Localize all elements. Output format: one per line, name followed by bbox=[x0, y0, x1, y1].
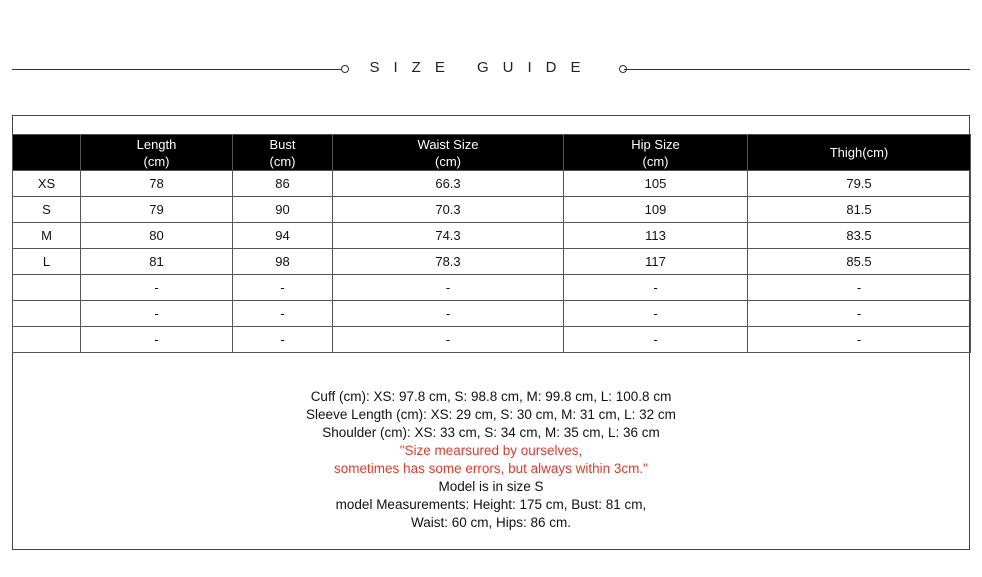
hip-cell: 109 bbox=[564, 197, 748, 223]
thigh-cell: 81.5 bbox=[748, 197, 971, 223]
table-row bbox=[13, 197, 971, 223]
hip-cell: - bbox=[564, 327, 748, 353]
disclaimer-line-1: "Size mearsured by ourselves, bbox=[399, 443, 583, 458]
hip-cell: - bbox=[564, 301, 748, 327]
length-cell: 78 bbox=[81, 171, 233, 197]
size-cell: S bbox=[13, 197, 81, 223]
size-cell bbox=[13, 301, 81, 327]
header-label: Waist Size bbox=[417, 136, 479, 152]
header-cell-size bbox=[13, 135, 81, 171]
title-divider-right bbox=[624, 69, 970, 70]
thigh-cell: - bbox=[748, 275, 971, 301]
size-cell: XS bbox=[13, 171, 81, 197]
header-label: Length bbox=[136, 136, 177, 152]
thigh-cell: 83.5 bbox=[748, 223, 971, 249]
size-cell bbox=[13, 327, 81, 353]
table-row bbox=[13, 275, 971, 301]
header-unit: (cm) bbox=[269, 153, 296, 169]
length-cell: - bbox=[81, 327, 233, 353]
bust-cell: - bbox=[233, 275, 333, 301]
hip-cell: - bbox=[564, 275, 748, 301]
header-cell-length bbox=[81, 135, 233, 171]
hip-cell: 113 bbox=[564, 223, 748, 249]
divider-dot-left bbox=[341, 65, 349, 73]
bust-cell: 86 bbox=[233, 171, 333, 197]
header-cell-waist bbox=[333, 135, 564, 171]
title-divider-left bbox=[12, 69, 342, 70]
waist-cell: 66.3 bbox=[333, 171, 564, 197]
waist-cell: - bbox=[333, 301, 564, 327]
title-row bbox=[12, 56, 970, 82]
header-cell-thigh bbox=[748, 135, 971, 171]
length-cell: - bbox=[81, 301, 233, 327]
waist-cell: 78.3 bbox=[333, 249, 564, 275]
hip-cell: 117 bbox=[564, 249, 748, 275]
header-cell-bust bbox=[233, 135, 333, 171]
bust-cell: 98 bbox=[233, 249, 333, 275]
length-cell: 81 bbox=[81, 249, 233, 275]
model-size-note: Model is in size S bbox=[438, 479, 544, 494]
table-row bbox=[13, 301, 971, 327]
bust-cell: - bbox=[233, 327, 333, 353]
measurement-notes bbox=[12, 388, 970, 532]
header-unit: (cm) bbox=[143, 153, 170, 169]
thigh-cell: - bbox=[748, 327, 971, 353]
sleeve-note: Sleeve Length (cm): XS: 29 cm, S: 30 cm, M: 31 cm, L: 32 cm bbox=[306, 407, 676, 422]
table-row bbox=[13, 223, 971, 249]
page-title: SIZE GUIDE bbox=[369, 59, 595, 76]
table-row bbox=[13, 171, 971, 197]
header-unit: (cm) bbox=[435, 153, 461, 169]
waist-cell: - bbox=[333, 327, 564, 353]
cuff-note: Cuff (cm): XS: 97.8 cm, S: 98.8 cm, M: 99.8 cm, L: 100.8 cm bbox=[310, 389, 672, 404]
shoulder-note: Shoulder (cm): XS: 33 cm, S: 34 cm, M: 35 cm, L: 36 cm bbox=[322, 425, 660, 440]
hip-cell: 105 bbox=[564, 171, 748, 197]
thigh-cell: 79.5 bbox=[748, 171, 971, 197]
length-cell: 79 bbox=[81, 197, 233, 223]
table-row bbox=[13, 249, 971, 275]
table-header-row bbox=[13, 135, 971, 171]
size-cell: L bbox=[13, 249, 81, 275]
waist-cell: 74.3 bbox=[333, 223, 564, 249]
waist-cell: - bbox=[333, 275, 564, 301]
bust-cell: 90 bbox=[233, 197, 333, 223]
thigh-cell: - bbox=[748, 301, 971, 327]
disclaimer-line-2: sometimes has some errors, but always within 3cm." bbox=[334, 461, 648, 476]
header-label: Hip Size bbox=[631, 136, 680, 152]
length-cell: 80 bbox=[81, 223, 233, 249]
model-measurements-line-1: model Measurements: Height: 175 cm, Bust: 81 cm, bbox=[335, 497, 647, 512]
header-label: Bust bbox=[269, 136, 296, 152]
table-row bbox=[13, 327, 971, 353]
length-cell: - bbox=[81, 275, 233, 301]
thigh-cell: 85.5 bbox=[748, 249, 971, 275]
waist-cell: 70.3 bbox=[333, 197, 564, 223]
bust-cell: 94 bbox=[233, 223, 333, 249]
header-label: Thigh(cm) bbox=[829, 145, 889, 160]
header-cell-hip bbox=[564, 135, 748, 171]
size-cell bbox=[13, 275, 81, 301]
model-measurements-line-2: Waist: 60 cm, Hips: 86 cm. bbox=[410, 515, 572, 530]
size-cell: M bbox=[13, 223, 81, 249]
size-table bbox=[12, 134, 971, 353]
bust-cell: - bbox=[233, 301, 333, 327]
header-unit: (cm) bbox=[642, 153, 669, 169]
